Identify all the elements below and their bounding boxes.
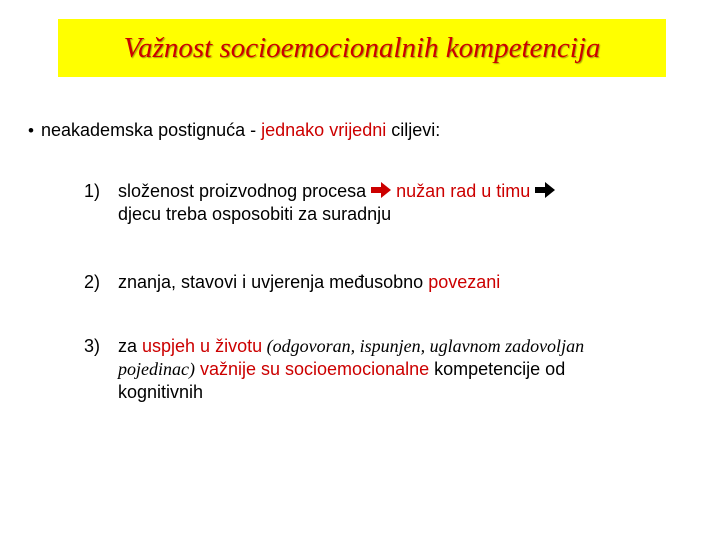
item-1-text-line2: djecu treba osposobiti za suradnju (118, 204, 392, 224)
item-3-text-highlight-2: važnije su socioemocionalne (194, 359, 430, 379)
item-number: 2) (84, 272, 101, 292)
title-banner (58, 19, 666, 77)
right-arrow-icon (535, 180, 555, 203)
item-number: 3) (84, 336, 101, 356)
item-3-text-italic-2: pojedinac) (118, 359, 195, 379)
bullet-dot-icon: • (28, 121, 34, 140)
item-1-text-highlight: nužan rad u timu (391, 181, 536, 201)
bullet-text-c: ciljevi: (386, 120, 441, 140)
item-2-text-highlight: povezani (428, 272, 501, 292)
bullet-text-highlight: jednako vrijedni (261, 120, 387, 140)
right-arrow-icon (371, 180, 391, 203)
list-item-1 (84, 180, 555, 226)
item-3-text-a: za (118, 336, 143, 356)
item-3-text-line3: kognitivnih (118, 382, 204, 402)
item-3-text-italic: (odgovoran, ispunjen, uglavnom zadovoljan (262, 336, 585, 356)
item-number: 1) (84, 181, 101, 201)
item-2-text-a: znanja, stavovi i uvjerenja međusobno (118, 272, 429, 292)
list-item-3 (84, 335, 584, 404)
item-3-text-c: kompetencije od (429, 359, 566, 379)
item-1-text-a: složenost proizvodnog procesa (118, 181, 372, 201)
item-3-text-highlight: uspjeh u životu (142, 336, 263, 356)
list-item-2 (84, 271, 500, 294)
main-bullet (28, 120, 440, 141)
slide-title: Važnost socioemocionalnih kompetencija (123, 31, 601, 64)
bullet-text-a: neakademska postignuća - (41, 120, 262, 140)
